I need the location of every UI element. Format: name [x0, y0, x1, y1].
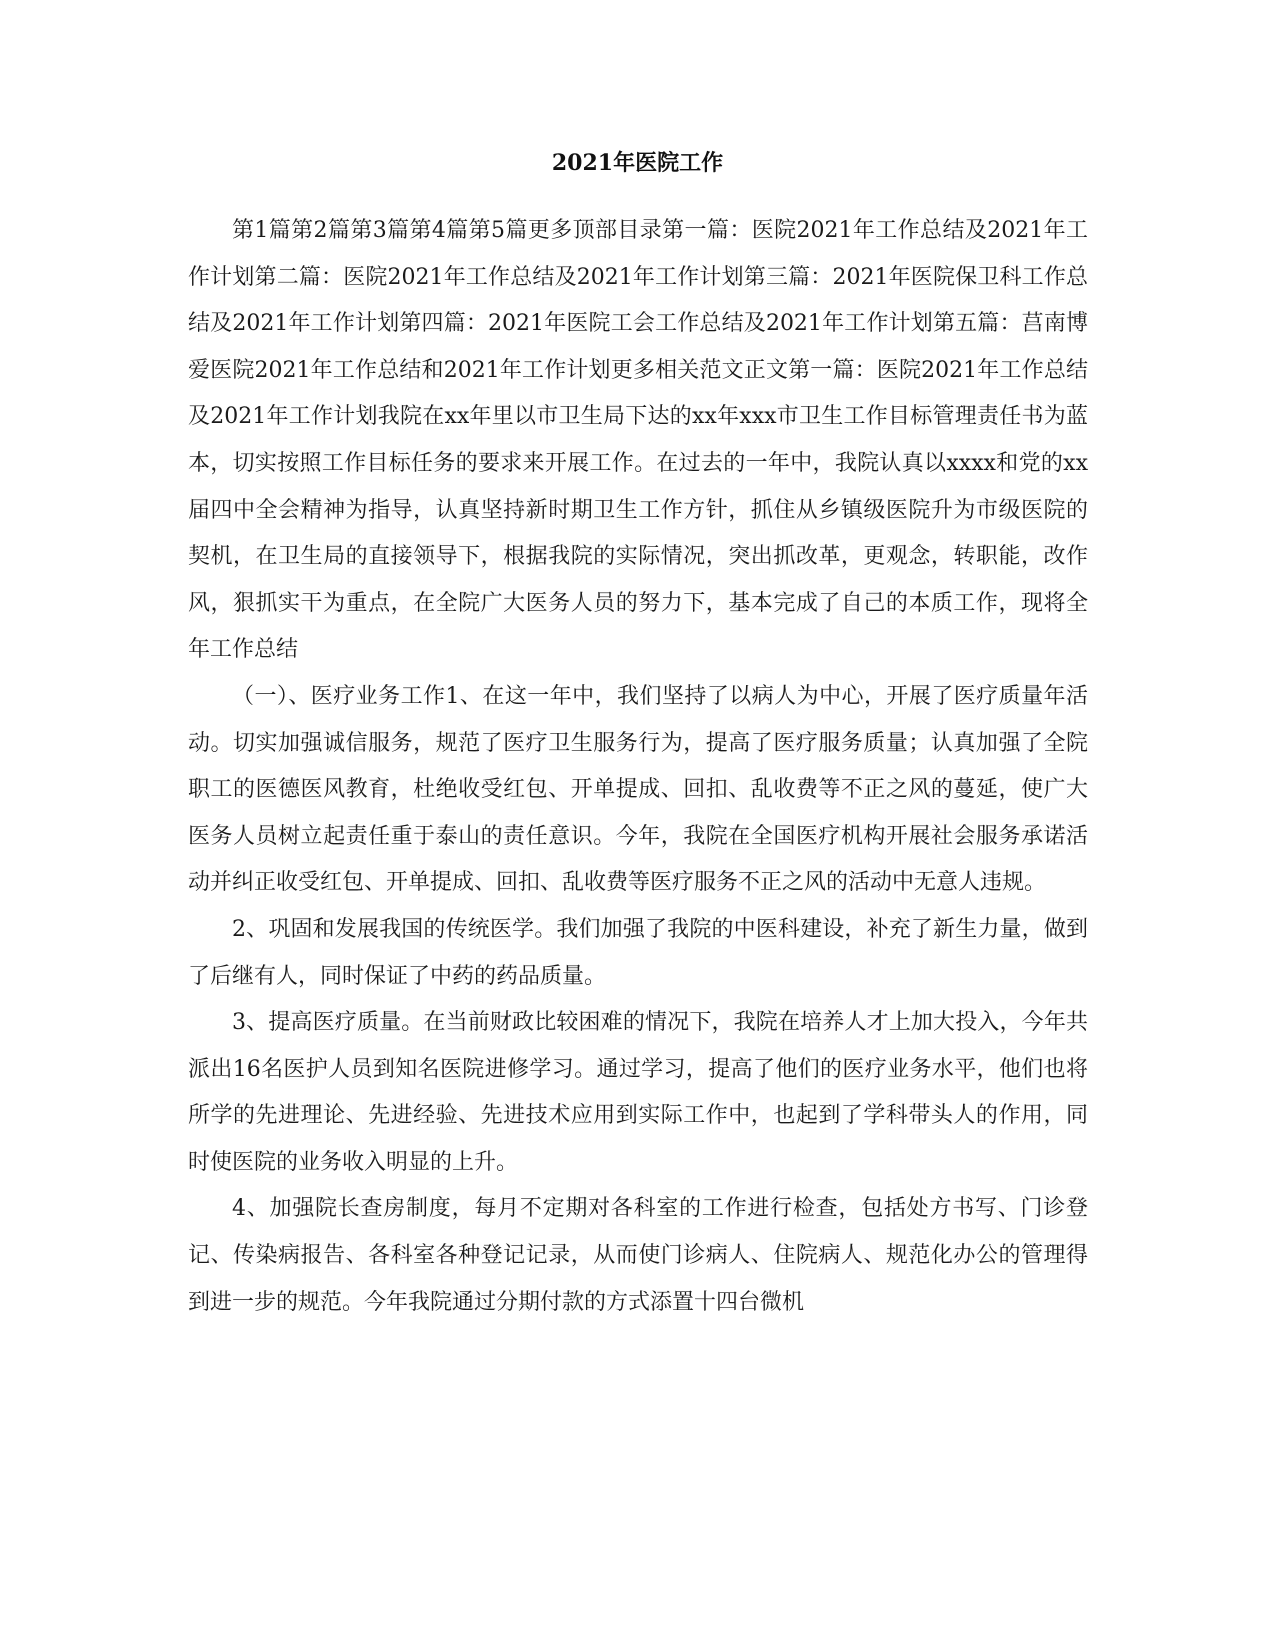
- document-title: 2021年医院工作: [551, 150, 724, 176]
- paragraph-item-2: 2、巩固和发展我国的传统医学。我们加强了我院的中医科建设，补充了新生力量，做到了后继有人，同时保证了中药的药品质量。: [188, 916, 1088, 989]
- paragraph-item-4: 4、加强院长查房制度，每月不定期对各科室的工作进行检查，包括处方书写、门诊登记、传染病报告、各科室各种登记记录，从而使门诊病人、住院病人、规范化办公的管理得到进一步的规范。今年我院通过分期付款的方式添置十四台微机: [188, 1196, 1088, 1315]
- document-body: [188, 208, 1088, 1326]
- paragraph-intro: 第1篇第2篇第3篇第4篇第5篇更多顶部目录第一篇：医院2021年工作总结及2021年工作计划第二篇：医院2021年工作总结及2021年工作计划第三篇：2021年医院保卫科工作总结及2021年工作计划第四篇：2021年医院工会工作总结及2021年工作计划第五篇：莒南博爱医院2021年工作总结和2021年工作计划更多相关范文正文第一篇：医院2021年工作总结及2021年工作计划我院在xx年里以市卫生局下达的xx年xxx市卫生工作目标管理责任书为蓝本，切实按照工作目标任务的要求来开展工作。在过去的一年中，我院认真以xxxx和党的xx届四中全会精神为指导，认真坚持新时期卫生工作方针，抓住从乡镇级医院升为市级医院的契机，在卫生局的直接领导下，根据我院的实际情况，突出抓改革，更观念，转职能，改作风，狠抓实干为重点，在全院广大医务人员的努力下，基本完成了自己的本质工作，现将全年工作总结: [188, 218, 1088, 663]
- paragraph-item-3: 3、提高医疗质量。在当前财政比较困难的情况下，我院在培养人才上加大投入，今年共派出16名医护人员到知名医院进修学习。通过学习，提高了他们的医疗业务水平，他们也将所学的先进理论、先进经验、先进技术应用到实际工作中，也起到了学科带头人的作用，同时使医院的业务收入明显的上升。: [188, 1010, 1088, 1175]
- paragraph-section-1: （一）、医疗业务工作1、在这一年中，我们坚持了以病人为中心，开展了医疗质量年活动。切实加强诚信服务，规范了医疗卫生服务行为，提高了医疗服务质量；认真加强了全院职工的医德医风教育，杜绝收受红包、开单提成、回扣、乱收费等不正之风的蔓延，使广大医务人员树立起责任重于泰山的责任意识。今年，我院在全国医疗机构开展社会服务承诺活动并纠正收受红包、开单提成、回扣、乱收费等医疗服务不正之风的活动中无意人违规。: [188, 683, 1088, 896]
